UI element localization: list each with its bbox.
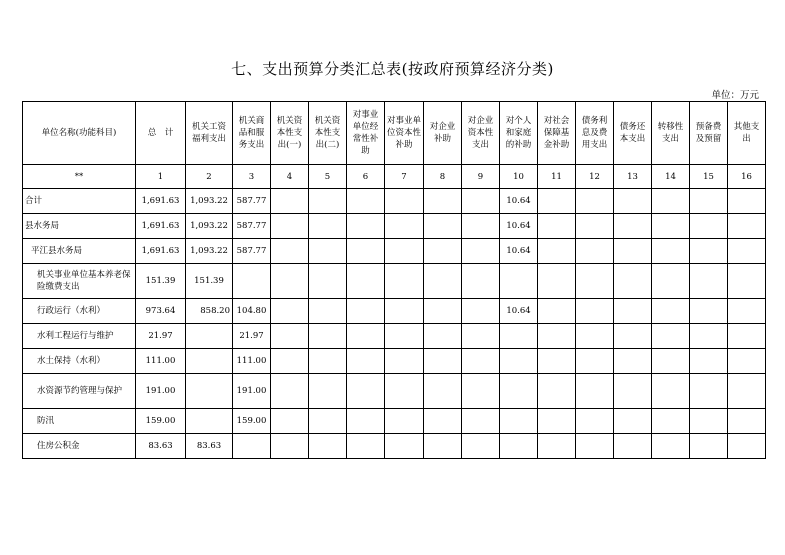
table-cell xyxy=(614,214,652,239)
table-cell: 10.64 xyxy=(500,214,538,239)
table-cell xyxy=(728,409,766,434)
table-cell xyxy=(347,324,385,349)
table-cell xyxy=(538,214,576,239)
table-cell xyxy=(614,189,652,214)
table-cell xyxy=(347,189,385,214)
table-cell xyxy=(538,264,576,299)
table-cell xyxy=(538,324,576,349)
table-cell xyxy=(538,434,576,459)
table-cell xyxy=(576,264,614,299)
table-row xyxy=(23,434,766,459)
column-index: 14 xyxy=(652,165,690,189)
table-cell xyxy=(614,434,652,459)
column-header: 机关资本性支出(二) xyxy=(309,102,347,165)
table-cell xyxy=(576,409,614,434)
column-index: 16 xyxy=(728,165,766,189)
table-cell xyxy=(652,239,690,264)
column-index: 6 xyxy=(347,165,385,189)
table-cell xyxy=(462,299,500,324)
table-cell xyxy=(347,239,385,264)
table-cell xyxy=(500,374,538,409)
column-header: 对企业资本性支出 xyxy=(462,102,500,165)
table-cell xyxy=(462,374,500,409)
table-cell xyxy=(424,239,462,264)
column-header: 对个人和家庭的补助 xyxy=(500,102,538,165)
table-cell xyxy=(728,324,766,349)
table-cell xyxy=(728,239,766,264)
table-cell xyxy=(690,349,728,374)
column-index: 8 xyxy=(424,165,462,189)
table-cell xyxy=(690,324,728,349)
table-cell xyxy=(538,239,576,264)
column-index: 9 xyxy=(462,165,500,189)
table-cell: 973.64 xyxy=(136,299,186,324)
column-header: 债务利息及费用支出 xyxy=(576,102,614,165)
table-cell xyxy=(652,434,690,459)
table-cell xyxy=(462,239,500,264)
table-cell xyxy=(385,324,424,349)
table-cell xyxy=(538,374,576,409)
table-cell xyxy=(462,189,500,214)
table-cell: 10.64 xyxy=(500,239,538,264)
table-cell: 83.63 xyxy=(136,434,186,459)
table-cell xyxy=(728,189,766,214)
table-cell xyxy=(385,189,424,214)
column-header: 对社会保障基金补助 xyxy=(538,102,576,165)
table-cell: 1,691.63 xyxy=(136,214,186,239)
table-cell xyxy=(614,299,652,324)
table-cell xyxy=(347,374,385,409)
table-cell xyxy=(614,374,652,409)
table-cell xyxy=(271,189,309,214)
table-cell: 587.77 xyxy=(233,239,271,264)
table-cell xyxy=(385,434,424,459)
table-cell xyxy=(347,214,385,239)
table-row xyxy=(23,239,766,264)
table-cell xyxy=(385,299,424,324)
column-header: 对事业单位资本性补助 xyxy=(385,102,424,165)
table-cell xyxy=(347,349,385,374)
table-cell: 151.39 xyxy=(136,264,186,299)
table-cell xyxy=(424,374,462,409)
column-header: 机关工资福利支出 xyxy=(186,102,233,165)
table-row xyxy=(23,409,766,434)
table-cell xyxy=(424,409,462,434)
column-header: 对事业单位经常性补助 xyxy=(347,102,385,165)
table-cell: 1,093.22 xyxy=(186,239,233,264)
table-cell xyxy=(309,214,347,239)
table-row xyxy=(23,264,766,299)
table-cell: 111.00 xyxy=(136,349,186,374)
table-cell xyxy=(614,349,652,374)
table-cell xyxy=(309,299,347,324)
table-cell xyxy=(652,324,690,349)
table-row xyxy=(23,349,766,374)
row-label: 防汛 xyxy=(23,409,136,434)
table-cell xyxy=(538,299,576,324)
table-cell xyxy=(385,374,424,409)
table-cell xyxy=(500,264,538,299)
column-index: 10 xyxy=(500,165,538,189)
column-header: 机关商品和服务支出 xyxy=(233,102,271,165)
table-cell xyxy=(614,264,652,299)
table-cell: 10.64 xyxy=(500,189,538,214)
column-index: ** xyxy=(23,165,136,189)
table-cell xyxy=(538,189,576,214)
row-label: 县水务局 xyxy=(23,214,136,239)
table-cell xyxy=(309,434,347,459)
table-cell: 1,691.63 xyxy=(136,189,186,214)
header-row xyxy=(23,102,766,165)
table-cell xyxy=(690,299,728,324)
index-row xyxy=(23,165,766,189)
table-cell xyxy=(690,374,728,409)
column-header: 其他支出 xyxy=(728,102,766,165)
table-cell xyxy=(462,409,500,434)
column-header: 转移性支出 xyxy=(652,102,690,165)
table-cell xyxy=(538,349,576,374)
row-label: 机关事业单位基本养老保险缴费支出 xyxy=(23,264,136,299)
table-cell xyxy=(500,434,538,459)
table-cell xyxy=(385,264,424,299)
table-cell xyxy=(462,324,500,349)
column-header: 总 计 xyxy=(136,102,186,165)
table-cell xyxy=(309,374,347,409)
table-cell xyxy=(385,349,424,374)
column-header: 单位名称(功能科目) xyxy=(23,102,136,165)
table-cell xyxy=(652,189,690,214)
column-header: 债务还本支出 xyxy=(614,102,652,165)
table-cell xyxy=(576,299,614,324)
table-cell xyxy=(424,214,462,239)
table-cell xyxy=(271,324,309,349)
table-cell xyxy=(186,409,233,434)
column-index: 3 xyxy=(233,165,271,189)
table-cell xyxy=(385,239,424,264)
table-cell xyxy=(652,214,690,239)
table-cell xyxy=(652,374,690,409)
table-cell xyxy=(652,349,690,374)
column-index: 2 xyxy=(186,165,233,189)
table-cell xyxy=(462,349,500,374)
table-cell xyxy=(424,434,462,459)
table-cell xyxy=(538,409,576,434)
unit-label: 单位：万元 xyxy=(711,90,759,101)
table-cell xyxy=(271,349,309,374)
table-cell: 83.63 xyxy=(186,434,233,459)
table-cell xyxy=(728,299,766,324)
table-cell xyxy=(385,409,424,434)
table-cell xyxy=(271,409,309,434)
table-row xyxy=(23,324,766,349)
table-cell xyxy=(462,214,500,239)
table-cell xyxy=(500,324,538,349)
table-cell xyxy=(271,214,309,239)
table-cell xyxy=(576,189,614,214)
table-cell xyxy=(309,189,347,214)
table-cell xyxy=(424,349,462,374)
column-index: 13 xyxy=(614,165,652,189)
row-label: 合计 xyxy=(23,189,136,214)
table-cell xyxy=(728,349,766,374)
table-cell: 191.00 xyxy=(233,374,271,409)
table-cell: 10.64 xyxy=(500,299,538,324)
table-cell xyxy=(186,349,233,374)
table-cell xyxy=(690,434,728,459)
row-label: 行政运行（水利） xyxy=(23,299,136,324)
table-cell: 587.77 xyxy=(233,214,271,239)
table-cell xyxy=(385,214,424,239)
table-row xyxy=(23,189,766,214)
table-cell xyxy=(347,299,385,324)
table-row xyxy=(23,299,766,324)
table-cell xyxy=(576,434,614,459)
column-index: 4 xyxy=(271,165,309,189)
table-row xyxy=(23,374,766,409)
table-cell xyxy=(186,374,233,409)
table-cell xyxy=(233,434,271,459)
column-header: 机关资本性支出(一) xyxy=(271,102,309,165)
row-label: 水利工程运行与维护 xyxy=(23,324,136,349)
table-cell xyxy=(690,409,728,434)
table-cell xyxy=(309,239,347,264)
table-cell: 191.00 xyxy=(136,374,186,409)
table-cell xyxy=(271,299,309,324)
column-header: 预备费及预留 xyxy=(690,102,728,165)
table-cell xyxy=(186,324,233,349)
table-cell xyxy=(690,214,728,239)
table-cell xyxy=(424,299,462,324)
table-cell xyxy=(309,409,347,434)
table-cell xyxy=(614,239,652,264)
table-cell xyxy=(424,324,462,349)
table-cell: 111.00 xyxy=(233,349,271,374)
table-cell: 159.00 xyxy=(136,409,186,434)
row-label: 水土保持（水利） xyxy=(23,349,136,374)
table-cell xyxy=(652,299,690,324)
row-label: 水资源节约管理与保护 xyxy=(23,374,136,409)
table-cell: 21.97 xyxy=(136,324,186,349)
row-label: 住房公积金 xyxy=(23,434,136,459)
table-cell: 21.97 xyxy=(233,324,271,349)
table-cell xyxy=(424,189,462,214)
table-cell xyxy=(462,434,500,459)
table-cell xyxy=(728,214,766,239)
table-cell xyxy=(500,409,538,434)
table-cell xyxy=(652,264,690,299)
table-cell xyxy=(576,349,614,374)
table-cell xyxy=(614,324,652,349)
table-cell xyxy=(233,264,271,299)
table-cell xyxy=(271,374,309,409)
table-cell: 151.39 xyxy=(186,264,233,299)
column-index: 1 xyxy=(136,165,186,189)
table-cell xyxy=(271,239,309,264)
table-cell xyxy=(576,239,614,264)
table-cell xyxy=(347,434,385,459)
table-cell: 1,691.63 xyxy=(136,239,186,264)
table-cell xyxy=(728,374,766,409)
column-index: 7 xyxy=(385,165,424,189)
row-label: 平江县水务局 xyxy=(23,239,136,264)
table-cell xyxy=(309,264,347,299)
table-row xyxy=(23,214,766,239)
column-index: 12 xyxy=(576,165,614,189)
table-cell xyxy=(652,409,690,434)
table-cell xyxy=(728,264,766,299)
table-cell xyxy=(500,349,538,374)
table-cell xyxy=(690,239,728,264)
table-cell xyxy=(309,349,347,374)
table-cell: 1,093.22 xyxy=(186,214,233,239)
table-cell xyxy=(690,264,728,299)
column-index: 11 xyxy=(538,165,576,189)
column-index: 5 xyxy=(309,165,347,189)
table-cell xyxy=(309,324,347,349)
column-header: 对企业补助 xyxy=(424,102,462,165)
table-cell: 159.00 xyxy=(233,409,271,434)
table-cell xyxy=(424,264,462,299)
table-cell xyxy=(728,434,766,459)
table-cell xyxy=(576,374,614,409)
table-cell xyxy=(271,434,309,459)
table-cell xyxy=(690,189,728,214)
expenditure-table xyxy=(22,101,766,459)
table-cell: 858.20 xyxy=(186,299,233,324)
table-cell xyxy=(576,324,614,349)
table-cell xyxy=(576,214,614,239)
table-cell: 587.77 xyxy=(233,189,271,214)
table-cell xyxy=(347,264,385,299)
table-cell xyxy=(614,409,652,434)
table-cell xyxy=(271,264,309,299)
table-cell: 104.80 xyxy=(233,299,271,324)
table-cell xyxy=(347,409,385,434)
table-cell xyxy=(462,264,500,299)
table-title: 七、支出预算分类汇总表(按政府预算经济分类) xyxy=(231,60,554,78)
table-cell: 1,093.22 xyxy=(186,189,233,214)
column-index: 15 xyxy=(690,165,728,189)
